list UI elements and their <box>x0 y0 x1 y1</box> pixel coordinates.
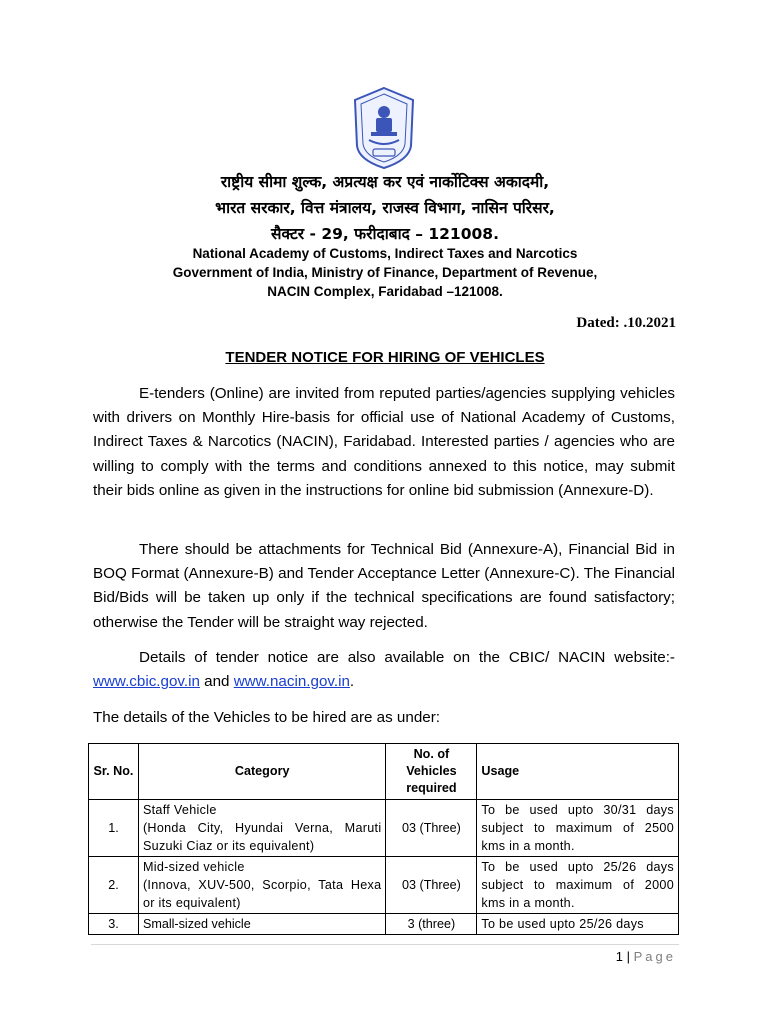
cbic-website-link[interactable]: www.cbic.gov.in <box>93 673 200 691</box>
paragraph-2 <box>93 538 675 635</box>
paragraph-2-text: There should be attachments for Technical Bid (Annexure-A), Financial Bid in BOQ Format (Annexure-B) and Tender Acceptance Letter (Annexure-C). The Financial Bid/Bids will be taken up only if the technical specifications are found satisfactory; otherwise the Tender will be straight way rejected. <box>93 541 675 631</box>
header-sr-no: Sr. No. <box>89 744 139 800</box>
row-category-title: Mid-sized vehicle <box>142 860 245 874</box>
table-header-row <box>89 744 679 800</box>
row-vehicle-count: 03 (Three) <box>386 857 477 914</box>
header-hindi-line-3: सैक्टर - 29, फरीदाबाद – 121008. <box>271 225 499 243</box>
page-number: 1 <box>615 949 624 964</box>
header-hindi-line-2: भारत सरकार, वित्त मंत्रालय, राजस्व विभाग, नासिन परिसर, <box>215 199 555 217</box>
row-sr: 2. <box>89 857 139 914</box>
vehicles-table <box>88 743 679 935</box>
row-category <box>138 857 386 914</box>
row-usage: To be used upto 30/31 days subject to maximum of 2500 kms in a month. <box>477 800 679 857</box>
row-vehicle-count: 03 (Three) <box>386 800 477 857</box>
paragraph-3-text: Details of tender notice are also available on the CBIC/ NACIN website:- <box>139 649 675 666</box>
row-category-title: Small-sized vehicle <box>142 917 251 931</box>
page-title: TENDER NOTICE FOR HIRING OF VEHICLES <box>225 349 545 366</box>
row-sr: 1. <box>89 800 139 857</box>
table-intro: The details of the Vehicles to be hired are as under: <box>93 709 440 726</box>
header-english-line-2: Government of India, Ministry of Finance, Department of Revenue, <box>172 265 598 280</box>
header-category: Category <box>138 744 386 800</box>
header-hindi-line-1: राष्ट्रीय सीमा शुल्क, अप्रत्यक्ष कर एवं नार्कोटिक्स अकादमी, <box>220 173 550 191</box>
paragraph-1 <box>93 382 675 503</box>
row-category-detail: (Honda City, Hyundai Verna, Maruti Suzuki Ciaz or its equivalent) <box>142 821 382 853</box>
nacin-website-link[interactable]: www.nacin.gov.in <box>233 673 350 691</box>
row-vehicle-count: 3 (three) <box>386 914 477 935</box>
table-row <box>89 857 679 914</box>
row-category-title: Staff Vehicle <box>142 803 217 817</box>
header-usage: Usage <box>477 744 679 800</box>
row-usage: To be used upto 25/26 days subject to maximum of 2000 kms in a month. <box>477 857 679 914</box>
row-usage: To be used upto 25/26 days <box>477 914 679 935</box>
row-category <box>138 800 386 857</box>
paragraph-3-end: . <box>349 673 355 691</box>
table-row <box>89 800 679 857</box>
page-separator: | <box>623 949 634 964</box>
table-row <box>89 914 679 935</box>
cbic-emblem-logo <box>351 86 417 170</box>
row-category <box>138 914 386 935</box>
page-footer <box>616 949 676 964</box>
paragraph-1-text: E-tenders (Online) are invited from reputed parties/agencies supplying vehicles with drivers on Monthly Hire-basis for official use of National Academy of Customs, Indirect Taxes & Narcotics (NACIN), Faridabad. Interested parties / agencies who are willing to comply with the terms and conditions annexed to this notice, may submit their bids online as given in the instructions for online bid submission (Annexure-D). <box>93 385 675 499</box>
paragraph-3 <box>93 646 675 694</box>
row-sr: 3. <box>89 914 139 935</box>
row-category-detail: (Innova, XUV-500, Scorpio, Tata Hexa or its equivalent) <box>142 878 382 910</box>
header-english-line-3: NACIN Complex, Faridabad –121008. <box>267 284 503 299</box>
page-label: Page <box>633 949 676 964</box>
dated-line: Dated: .10.2021 <box>576 315 676 331</box>
paragraph-3-and: and <box>199 673 234 691</box>
header-english-line-1: National Academy of Customs, Indirect Taxes and Narcotics <box>192 246 578 261</box>
header-vehicle-count: No. of Vehicles required <box>386 744 477 800</box>
footer-divider <box>91 944 679 945</box>
